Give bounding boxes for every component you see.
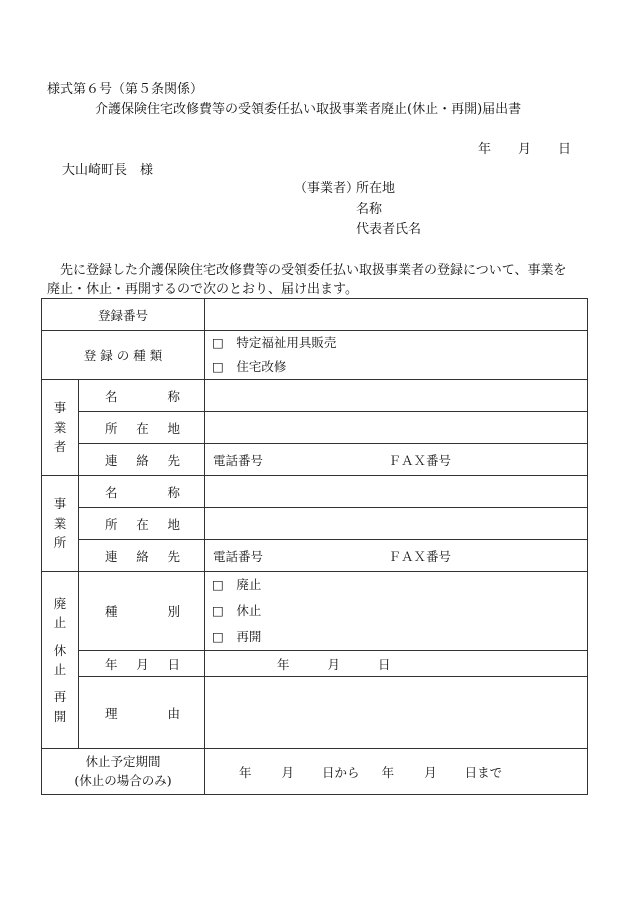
name-char-2: 称 [167,388,181,404]
notification-form-table [41,298,588,795]
operator-address-row [42,412,588,444]
suspend-period-field[interactable] [205,749,588,795]
office-group-text: 事 業 所 [53,496,67,551]
reason-row [42,677,588,749]
office-contact-field[interactable] [205,540,588,572]
operator-name-field[interactable] [205,380,588,412]
reason-field[interactable] [205,677,588,749]
period-to-day: 日まで [464,764,503,780]
reg-type-options [205,331,588,380]
reg-number-field[interactable] [205,299,588,331]
checkbox-abolish[interactable]: □ 廃止 [212,577,262,592]
intro-line-1: 先に登録した介護保険住宅改修費等の受領委任払い取扱事業者の登録について、事業を [60,263,567,278]
applicant-name-label: 名称 [356,202,383,217]
suspend-period-note: (休止の場合のみ) [74,772,172,788]
reg-number-row [42,299,588,331]
document-title: 介護保険住宅改修費等の受領委任払い取扱事業者廃止(休止・再開)届出書 [95,102,522,117]
intro-line-2: 廃止・休止・再開するので次のとおり、届け出ます。 [47,282,358,297]
office-address-row [42,508,588,540]
operator-contact-field[interactable] [205,444,588,476]
office-contact-row [42,540,588,572]
operator-group-text: 事 業 者 [53,400,67,455]
date-value-year: 年 [277,656,290,672]
suspend-period-label [42,749,205,795]
operator-address-label [79,412,205,444]
date-row [42,651,588,677]
office-name-label [79,476,205,508]
office-group-label [42,476,79,572]
checkbox-resume[interactable]: □ 再開 [212,629,262,644]
date-label [79,651,205,677]
period-from-day: 日から [322,764,360,780]
date-char-1: 年 [105,656,118,672]
operator-name-label [79,380,205,412]
operator-contact-label [79,444,205,476]
address-char-3: 地 [167,516,181,532]
applicant-rep-label: 代表者氏名 [356,222,422,237]
office-fax-label: ＦＡＸ番号 [388,548,451,564]
date-year-label: 年 [478,142,492,157]
contact-char-2: 絡 [136,548,149,564]
reg-type-label: 登 録 の 種 類 [42,331,205,380]
operator-contact-row [42,444,588,476]
date-char-2: 月 [136,656,149,672]
address-char-1: 所 [105,420,118,436]
address-char-1: 所 [105,516,118,532]
suspend-period-row [42,749,588,795]
checkbox-home-renovation[interactable]: □ 住宅改修 [212,359,287,374]
kind-label [79,572,205,651]
period-from-month: 月 [281,764,295,780]
contact-char-3: 先 [167,548,181,564]
name-char-1: 名 [105,484,118,500]
contact-char-3: 先 [167,452,181,468]
contact-char-1: 連 [105,452,118,468]
addressee: 大山崎町長 様 [62,163,154,178]
checkbox-welfare-equipment[interactable]: □ 特定福祉用具販売 [212,335,337,350]
name-char-2: 称 [167,484,181,500]
kind-options [205,572,588,651]
office-address-label [79,508,205,540]
date-day-label: 日 [558,142,572,157]
period-from-year: 年 [239,764,252,780]
abolish-group-label [42,572,79,749]
operator-name-row [42,380,588,412]
office-name-field[interactable] [205,476,588,508]
reason-char-1: 理 [105,705,118,721]
period-to-year: 年 [381,764,395,780]
date-month-label: 月 [518,142,532,157]
form-number: 様式第６号（第５条関係） [47,82,204,97]
applicant-address-label: 所在地 [356,181,396,196]
name-char-1: 名 [105,388,118,404]
date-field[interactable] [205,651,588,677]
date-value-month: 月 [327,656,341,672]
operator-fax-label: ＦＡＸ番号 [388,452,451,468]
reason-char-2: 由 [167,705,181,721]
period-to-month: 月 [424,764,437,780]
office-phone-label: 電話番号 [213,548,264,564]
address-char-3: 地 [167,420,181,436]
operator-group-label [42,380,79,476]
office-contact-label [79,540,205,572]
kind-char-2: 別 [167,604,181,619]
reg-number-label: 登録番号 [42,299,205,331]
operator-phone-label: 電話番号 [213,452,264,468]
abolish-group-text: 廃 止 休 止 再 開 [53,595,67,724]
reg-type-row [42,331,588,380]
kind-row [42,572,588,651]
operator-address-field[interactable] [205,412,588,444]
office-name-row [42,476,588,508]
checkbox-suspend[interactable]: □ 休止 [212,603,262,618]
address-char-2: 在 [136,516,149,532]
date-char-3: 日 [167,656,181,672]
office-address-field[interactable] [205,508,588,540]
applicant-label: （事業者） [294,181,360,196]
address-char-2: 在 [136,420,149,436]
kind-char-1: 種 [105,604,118,619]
contact-char-2: 絡 [136,452,149,468]
reason-label [79,677,205,749]
suspend-period-title: 休止予定期間 [85,754,161,770]
date-value-day: 日 [378,656,391,672]
contact-char-1: 連 [105,548,118,564]
